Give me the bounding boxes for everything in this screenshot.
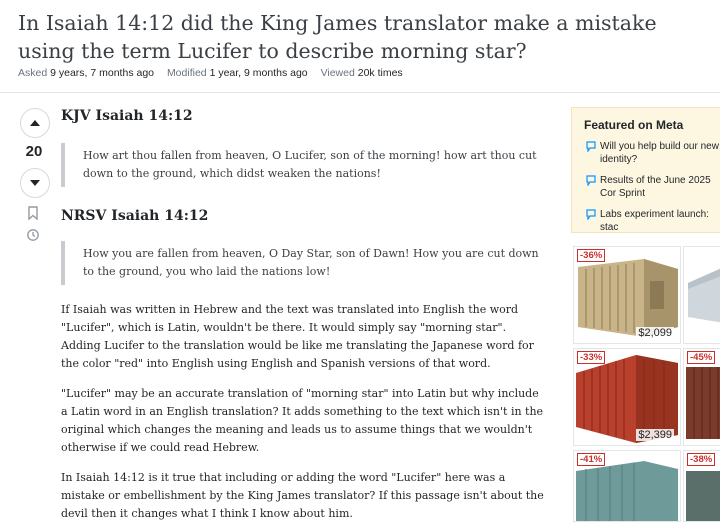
featured-on-meta-heading: Featured on Meta [584,118,684,132]
meta-item-link[interactable] [586,208,720,234]
history-icon [26,228,40,242]
ad-tile[interactable] [573,348,681,446]
discount-badge: -36% [577,249,605,262]
timeline-button[interactable] [26,227,40,246]
header-divider [0,92,720,93]
nrsv-heading: NRSV Isaiah 14:12 [61,208,209,224]
viewed-label: Viewed [320,67,355,79]
meta-item-label: Will you help build our new identity? [600,141,719,165]
ad-tile[interactable] [683,246,720,344]
modified-label: Modified [166,67,207,79]
discount-badge: -41% [577,453,605,466]
question-body [61,106,546,523]
downvote-arrow-icon [29,179,41,187]
bookmark-button[interactable] [27,205,39,224]
nrsv-quote: How you are fallen from heaven, O Day Star, son of Dawn! How you are cut down to the ground, you who laid the nations low! [61,241,546,285]
paragraph-2: "Lucifer" may be an accurate translation of "morning star" into Latin but why include a Latin word in an English translation? It adds something to the text which isn't in the original which changes the meaning and leads us to assume things that we wouldn't otherwise if we could read Hebrew. [61,387,544,454]
chat-bubble-icon [586,175,596,186]
discount-badge: -45% [687,351,715,364]
upvote-button[interactable] [20,108,50,138]
ad-tile[interactable] [683,348,720,446]
ad-tile[interactable] [683,450,720,522]
discount-badge: -38% [687,453,715,466]
discount-badge: -33% [577,351,605,364]
kjv-heading: KJV Isaiah 14:12 [61,108,193,124]
ad-price: $2,399 [638,429,672,441]
bookmark-icon [27,206,39,220]
question-meta [18,67,413,79]
meta-item-label: Labs experiment launch: stac [600,209,709,233]
chat-bubble-icon [586,141,596,152]
chat-bubble-icon [586,209,596,220]
meta-item-label: Results of the June 2025 Cor Sprint [600,175,711,199]
upvote-arrow-icon [29,119,41,127]
viewed-value: 20k times [357,67,403,79]
downvote-button[interactable] [20,168,50,198]
question-title[interactable]: In Isaiah 14:12 did the King James translator make a mistake using the term Lucifer to describe morning star? [18,11,657,63]
ad-tile[interactable] [573,246,681,344]
kjv-quote: How art thou fallen from heaven, O Lucifer, son of the morning! how art thou cut down to the ground, which didst weaken the nations! [61,143,546,187]
meta-item-link[interactable] [586,174,720,200]
ad-price: $2,099 [638,327,672,339]
shipping-container-image [684,247,720,343]
vote-count: 20 [25,143,43,160]
asked-value: 9 years, 7 months ago [50,67,155,79]
modified-value[interactable]: 1 year, 9 months ago [209,67,308,79]
featured-on-meta-widget [571,107,720,233]
ad-tile[interactable] [573,450,681,522]
asked-label: Asked [18,67,48,79]
paragraph-3: In Isaiah 14:12 is it true that including or adding the word "Lucifer" here was a mistake or embellishment by the King James translator? If this passage isn't about the devil then it changes what I think I know about him. [61,471,544,520]
meta-item-link[interactable] [586,140,720,166]
paragraph-1: If Isaiah was written in Hebrew and the text was translated into English the word "Lucifer", which is Latin, wouldn't be there. It would simply say "morning star". Adding Lucifer to the translation would be like me translating the Japanese word for the color "red" into English using English and Spanish versions of that word. [61,303,534,370]
